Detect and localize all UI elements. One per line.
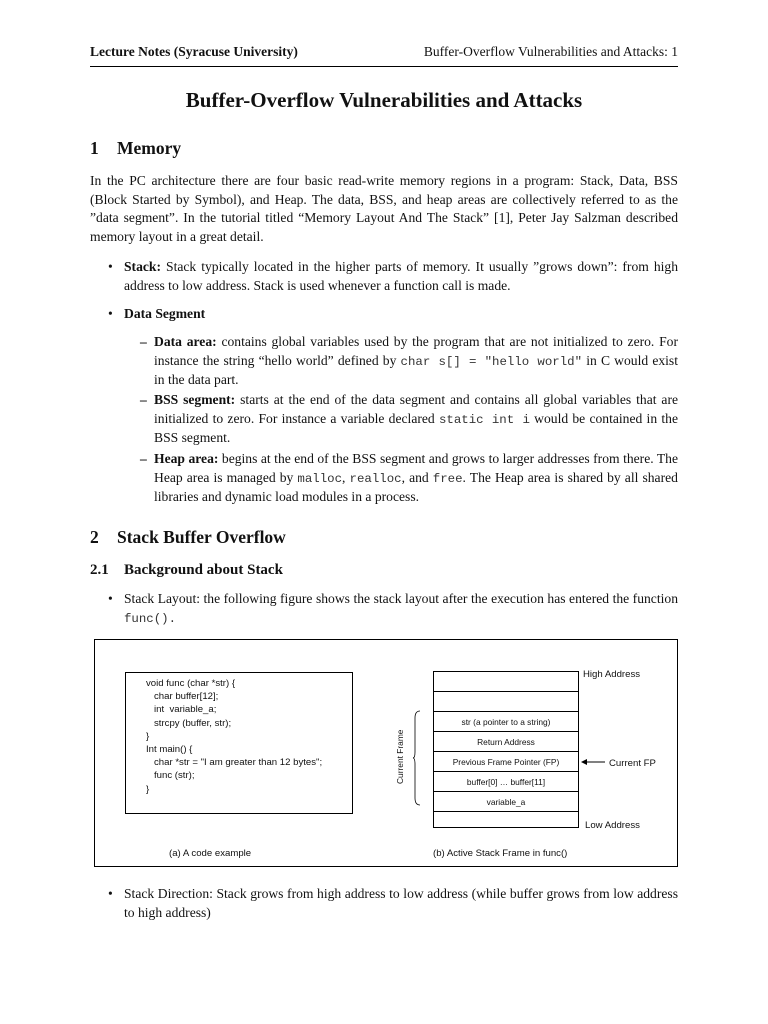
section-1-title: Memory: [117, 138, 182, 158]
heap-sep2: , and: [401, 469, 429, 485]
section-1-number: 1: [90, 138, 99, 158]
data-area-text1: contains global variables used by the program that are not initialized to zero. For instance the string “hello world” defined by: [154, 334, 678, 368]
bullet-dot: •: [108, 259, 113, 274]
code-line: }: [146, 730, 150, 742]
heap-sep1: ,: [342, 469, 346, 485]
stack-cell-top: [434, 671, 578, 691]
bss-text1: starts at the end of the data segment and contains all global variables that are initialized to zero. For instance a variable declared: [154, 392, 679, 426]
stack-layout-code: func().: [124, 611, 177, 626]
heap-text2: . The Heap area is shared by all shared libraries and dynamic load modules in a process.: [154, 469, 678, 504]
stack-direction-text: Stack Direction: Stack grows from high address to low address (while buffer grows from low address to high address): [124, 886, 678, 920]
current-fp-arrow-icon: [581, 757, 605, 767]
section-1-intro: In the PC architecture there are four basic read-write memory regions in a program: Stack, Data, BSS (Block Started by Symbol), and Heap. The data, BSS, and heap areas are collectively referred to as the ”data segment”. In the tutorial titled “Memory Layout And The Stack” [1], Peter Jay Salzman described memory layout in a great detail.: [90, 173, 678, 244]
code-line: func (str);: [146, 770, 195, 782]
bullet-dot: •: [108, 886, 113, 901]
stack-label: Stack:: [124, 259, 162, 274]
stack-cell-empty: [434, 691, 578, 712]
stack-figure: [94, 639, 678, 867]
data-area-label: Data area:: [154, 334, 217, 349]
low-address-label: Low Address: [585, 820, 640, 831]
header-left: Lecture Notes (Syracuse University): [90, 44, 298, 59]
stack-cell-variable-a: variable_a: [434, 791, 578, 812]
code-line: char buffer[12];: [146, 691, 219, 703]
current-frame-brace-icon: [413, 710, 421, 806]
document-title: Buffer-Overflow Vulnerabilities and Attacks: [185, 88, 583, 112]
bullet-stack: [108, 258, 678, 295]
data-segment-label: Data Segment: [124, 306, 206, 321]
bss-code: static int i: [438, 412, 530, 427]
heap-text1: begins at the end of the BSS segment and grows to larger addresses from there. The Heap area is managed by: [154, 451, 679, 485]
current-fp-label: Current FP: [609, 758, 656, 769]
section-1-heading: [90, 138, 181, 159]
section-2-heading: [90, 527, 286, 548]
subsection-2-1-number: 2.1: [90, 562, 109, 578]
dash-mark: –: [140, 392, 147, 407]
high-address-label: High Address: [583, 669, 641, 680]
heap-code-malloc: malloc: [297, 471, 343, 486]
stack-text: Stack typically located in the higher parts of memory. It usually ”grows down”: from high address to low address. Stack is used whenever a function call is made.: [124, 259, 678, 293]
heap-code-free: free: [432, 471, 463, 486]
bullet-stack-direction: [108, 885, 678, 922]
code-line: int variable_a;: [146, 704, 217, 716]
stack-cell-str: str (a pointer to a string): [434, 711, 578, 732]
dash-bss-segment: [140, 391, 678, 448]
header-rule: [90, 66, 678, 67]
stack-cell-return-address: Return Address: [434, 731, 578, 752]
bullet-dot: •: [108, 306, 113, 321]
section-2-number: 2: [90, 527, 99, 547]
code-line: }: [146, 783, 150, 795]
bullet-stack-layout: [108, 590, 678, 628]
code-example-box: [125, 672, 353, 814]
code-line: char *str = "I am greater than 12 bytes";: [146, 757, 323, 769]
bullet-data-segment: [108, 305, 678, 324]
dash-mark: –: [140, 334, 147, 349]
data-area-text2: in C would exist in the data part.: [154, 352, 678, 387]
stack-cell-buffer: buffer[0] … buffer[11]: [434, 771, 578, 792]
heap-code-realloc: realloc: [349, 471, 402, 486]
code-line: strcpy (buffer, str);: [146, 717, 232, 729]
data-area-code: char s[] = "hello world": [400, 354, 583, 369]
subsection-2-1-title: Background about Stack: [124, 562, 283, 578]
dash-mark: –: [140, 451, 147, 466]
caption-code-example: (a) A code example: [169, 848, 252, 859]
code-line: Int main() {: [146, 744, 193, 756]
section-2-title: Stack Buffer Overflow: [117, 527, 286, 547]
heap-label: Heap area:: [154, 451, 219, 466]
stack-cell-previous-fp: Previous Frame Pointer (FP): [434, 751, 578, 772]
dash-heap-area: [140, 450, 678, 507]
running-header: [90, 44, 678, 60]
code-line: void func (char *str) {: [146, 678, 236, 689]
bss-text2: would be contained in the BSS segment.: [154, 410, 678, 445]
stack-cell-bottom: [434, 811, 578, 828]
bullet-dot: •: [108, 591, 113, 606]
header-right: Buffer-Overflow Vulnerabilities and Attacks: 1: [423, 44, 678, 59]
stack-layout-text: Stack Layout: the following figure shows the stack layout after the execution has entered the function: [124, 591, 678, 606]
subsection-2-1-heading: [90, 562, 283, 579]
caption-active-stack-frame: (b) Active Stack Frame in func(): [433, 848, 568, 859]
dash-data-area: [140, 333, 678, 390]
bss-label: BSS segment:: [154, 392, 236, 407]
stack-frame-diagram: [433, 671, 579, 828]
current-frame-label: Current Frame: [395, 729, 405, 784]
